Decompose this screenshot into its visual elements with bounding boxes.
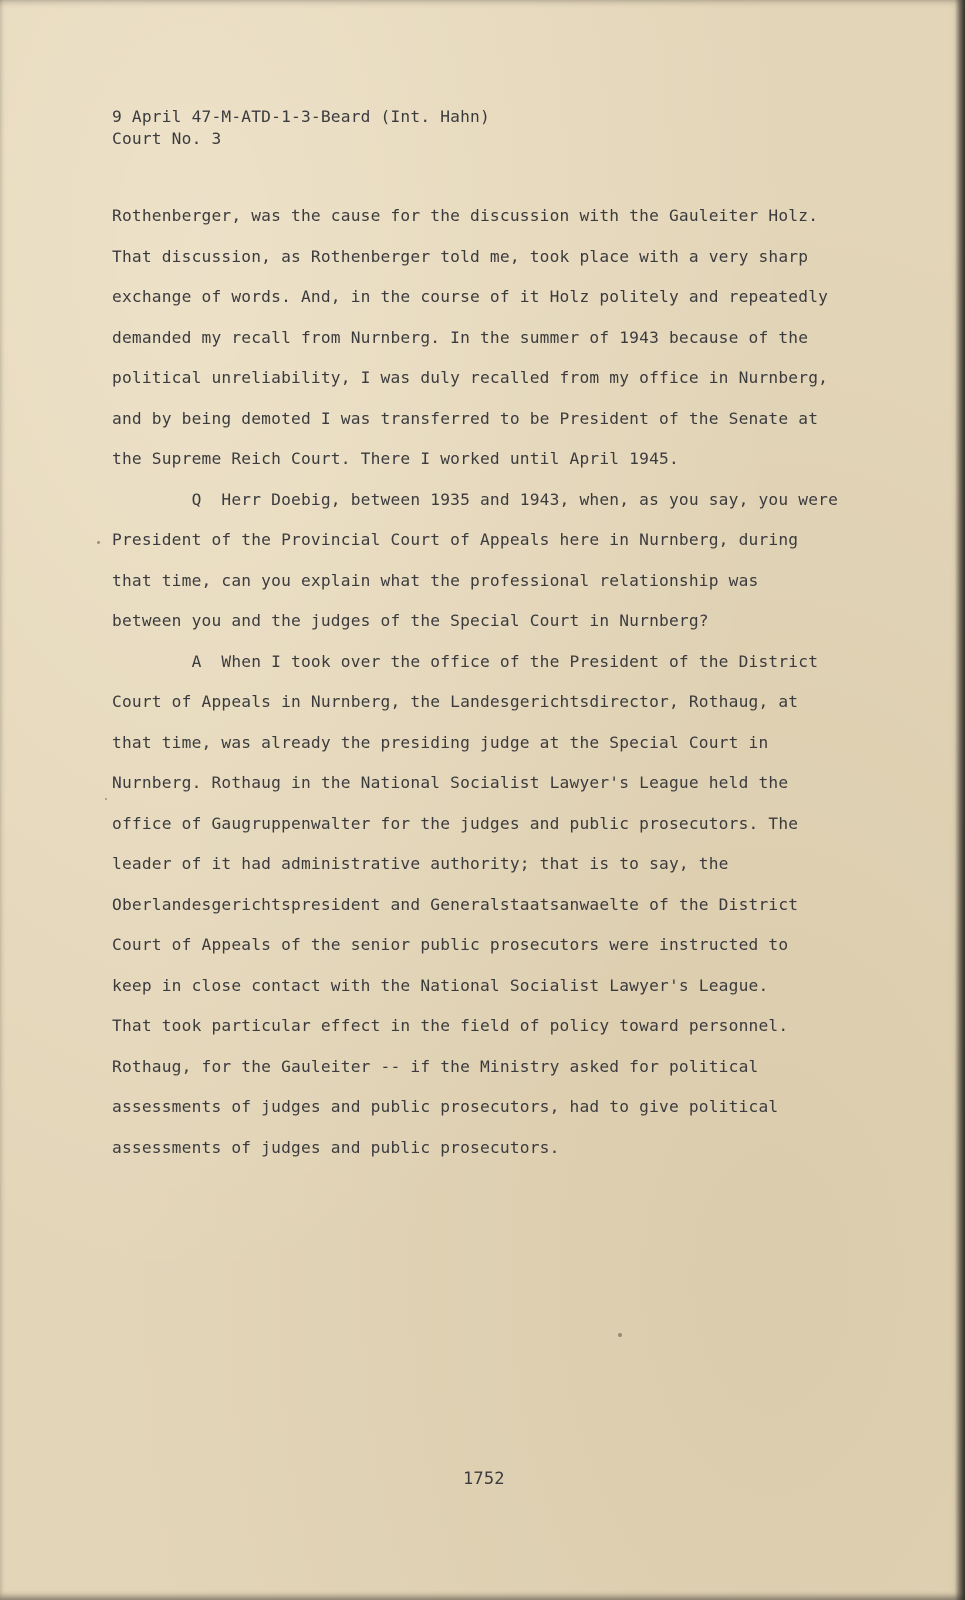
text-line: Court of Appeals of the senior public prosecutors were instructed to <box>112 935 789 954</box>
paper-speck <box>105 798 107 800</box>
text-line: assessments of judges and public prosecutors, had to give political <box>112 1097 779 1116</box>
header-court-line: Court No. 3 <box>112 129 222 148</box>
text-line: keep in close contact with the National Socialist Lawyer's League. <box>112 975 769 995</box>
document-header <box>112 106 490 150</box>
transcript-body <box>112 205 882 1177</box>
text-line: exchange of words. And, in the course of it Holz politely and repeatedly <box>112 287 829 306</box>
text-line: demanded my recall from Nurnberg. In the summer of 1943 because of the <box>112 327 809 347</box>
paper-speck <box>97 541 100 544</box>
text-line: that time, can you explain what the professional relationship was <box>112 570 759 590</box>
text-line: assessments of judges and public prosecutors. <box>112 1137 560 1157</box>
text-line: the Supreme Reich Court. There I worked until April 1945. <box>112 449 679 468</box>
page-edge-shadow <box>955 0 965 1600</box>
text-line: Court of Appeals in Nurnberg, the Landesgerichtsdirector, Rothaug, at <box>112 692 799 711</box>
text-line: Nurnberg. Rothaug in the National Socialist Lawyer's League held the <box>112 773 789 792</box>
text-line: Rothenberger, was the cause for the discussion with the Gauleiter Holz. <box>112 206 819 225</box>
text-line: office of Gaugruppenwalter for the judges and public prosecutors. The <box>112 813 799 833</box>
text-line: political unreliability, I was duly recalled from my office in Nurnberg, <box>112 368 829 387</box>
header-reference-line: 9 April 47-M-ATD-1-3-Beard (Int. Hahn) <box>112 107 490 126</box>
text-line: between you and the judges of the Special Court in Nurnberg? <box>112 611 709 630</box>
page-number: 1752 <box>463 1469 505 1489</box>
text-line: and by being demoted I was transferred to be President of the Senate at <box>112 408 819 428</box>
question-line: Q Herr Doebig, between 1935 and 1943, when, as you say, you were <box>112 489 839 509</box>
answer-line: A When I took over the office of the President of the District <box>112 651 819 671</box>
paper-speck <box>618 1333 622 1337</box>
text-line: President of the Provincial Court of Appeals here in Nurnberg, during <box>112 530 799 549</box>
text-line: Oberlandesgerichtspresident and Generalstaatsanwaelte of the District <box>112 894 799 914</box>
text-line: That discussion, as Rothenberger told me, took place with a very sharp <box>112 246 809 266</box>
text-line: Rothaug, for the Gauleiter -- if the Ministry asked for political <box>112 1056 759 1076</box>
text-line: leader of it had administrative authority; that is to say, the <box>112 854 729 873</box>
text-line: That took particular effect in the field of policy toward personnel. <box>112 1016 789 1035</box>
text-line: that time, was already the presiding judge at the Special Court in <box>112 732 769 752</box>
